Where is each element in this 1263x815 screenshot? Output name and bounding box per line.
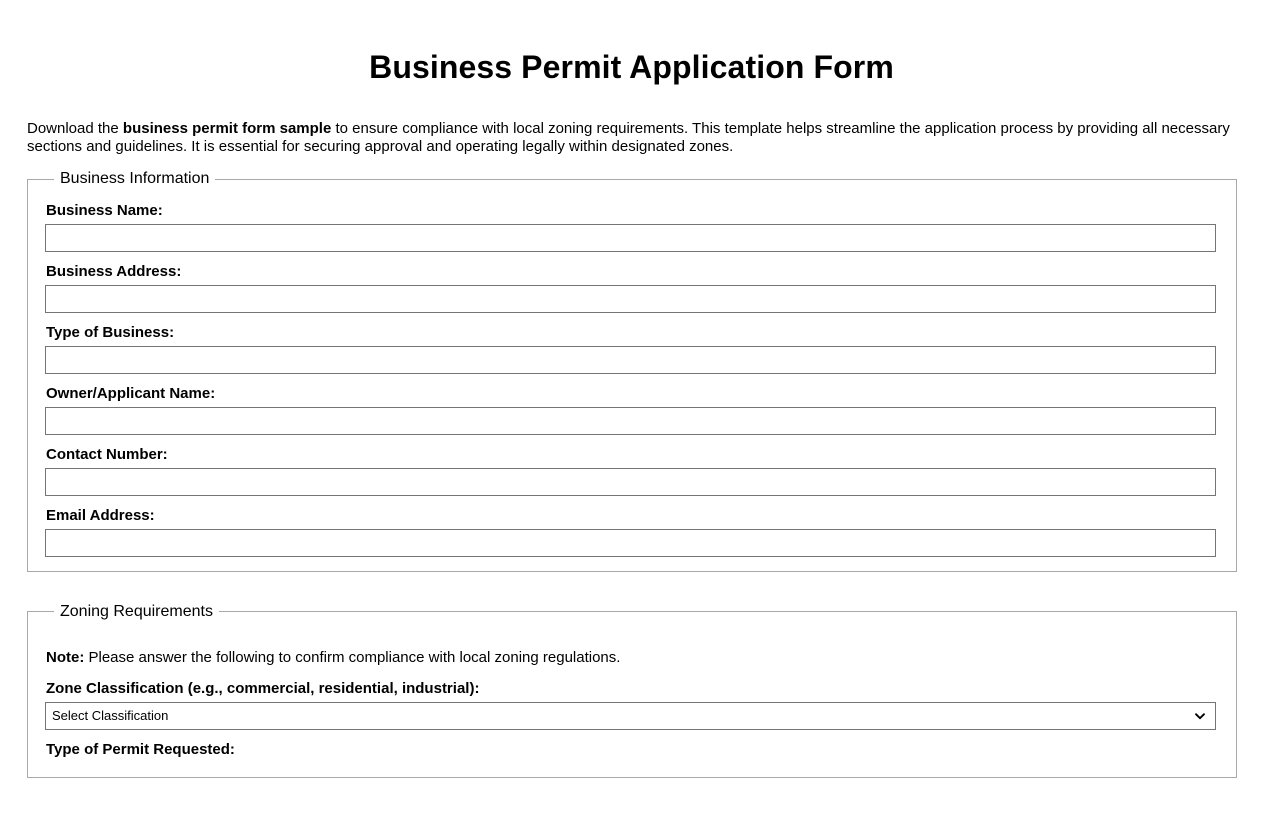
label-type-of-business: Type of Business: [46, 323, 175, 341]
zoning-requirements-section [27, 603, 1237, 778]
label-business-name: Business Name: [46, 201, 163, 219]
zoning-note-text: Please answer the following to confirm compliance with local zoning regulations. [84, 648, 621, 666]
zone-classification-selected-value: Select Classification [52, 708, 169, 724]
intro-text-before: Download the [27, 120, 123, 138]
zone-classification-select[interactable] [45, 702, 1216, 730]
label-owner-applicant-name: Owner/Applicant Name: [46, 384, 216, 402]
owner-applicant-name-input[interactable] [45, 407, 1216, 435]
type-of-business-input[interactable] [45, 346, 1216, 374]
contact-number-input[interactable] [45, 468, 1216, 496]
business-name-input[interactable] [45, 224, 1216, 252]
business-address-input[interactable] [45, 285, 1216, 313]
label-contact-number: Contact Number: [46, 445, 168, 463]
page-title: Business Permit Application Form [369, 49, 894, 85]
zoning-requirements-legend: Zoning Requirements [60, 602, 213, 620]
business-information-legend: Business Information [60, 170, 210, 188]
intro-text-after: to ensure compliance with local zoning requirements. This template helps streamline the application process by providing all necessary sections and guidelines. It is essential for securing approval and operating legally within designated zones. [27, 120, 1230, 156]
zone-classification-select-wrap[interactable] [45, 702, 1216, 730]
business-information-section [27, 170, 1237, 572]
label-email-address: Email Address: [46, 506, 155, 524]
label-type-of-permit-requested: Type of Permit Requested: [46, 740, 235, 758]
intro-paragraph [0, 86, 1263, 156]
zoning-note-label: Note: [46, 648, 85, 666]
email-address-input[interactable] [45, 529, 1216, 557]
intro-bold-phrase: business permit form sample [122, 120, 332, 138]
label-business-address: Business Address: [46, 262, 182, 280]
zoning-note [45, 621, 1219, 666]
label-zone-classification: Zone Classification (e.g., commercial, residential, industrial): [46, 679, 480, 697]
